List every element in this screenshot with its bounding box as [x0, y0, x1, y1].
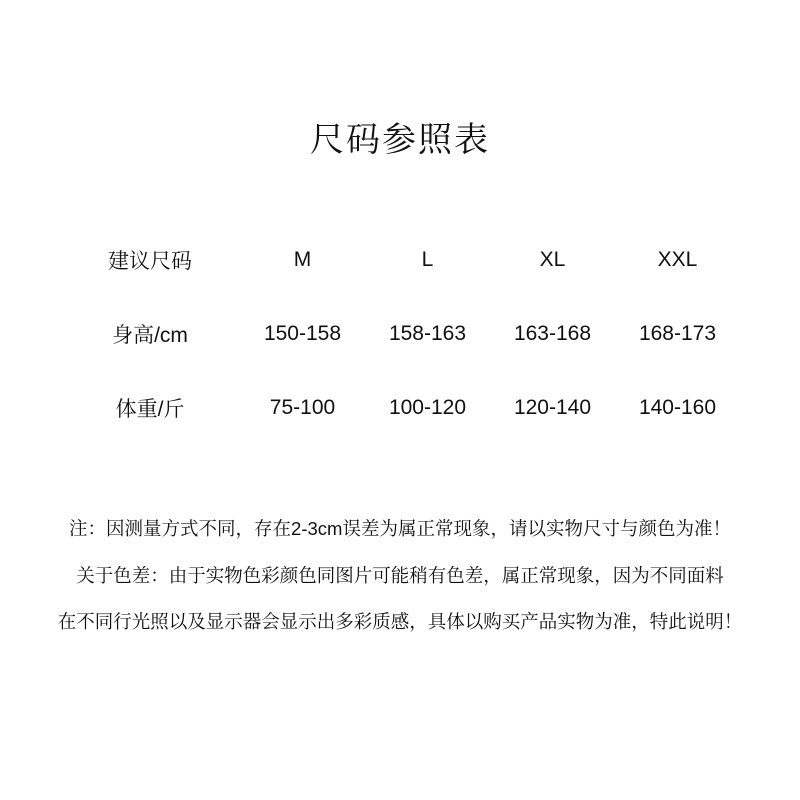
row-header-recommended-size: 建议尺码 — [108, 249, 192, 273]
cell-size-xl: XL — [539, 247, 566, 271]
cell-weight-l: 100-120 — [388, 395, 467, 419]
table-row — [60, 297, 740, 371]
cell-weight-xl: 120-140 — [513, 395, 592, 419]
row-header-height: 身高/cm — [112, 323, 188, 347]
table-row — [60, 371, 740, 445]
table-row — [60, 223, 740, 297]
note-measurement: 注：因测量方式不同，存在2-3cm误差为属正常现象，请以实物尺寸与颜色为准！ — [69, 518, 731, 539]
cell-weight-m: 75-100 — [269, 395, 336, 419]
notes-section — [0, 520, 800, 632]
note-color-difference-continued: 在不同行光照以及显示器会显示出多彩质感，具体以购买产品实物为准，特此说明！ — [57, 611, 743, 632]
cell-size-m: M — [293, 247, 312, 271]
cell-height-xl: 163-168 — [513, 321, 592, 345]
cell-size-l: L — [421, 247, 434, 271]
size-chart-table — [60, 223, 740, 445]
note-color-difference: 关于色差：由于实物色彩颜色同图片可能稍有色差，属正常现象，因为不同面料 — [76, 564, 724, 586]
page-title: 尺码参照表 — [310, 121, 490, 159]
row-header-weight: 体重/斤 — [115, 397, 185, 421]
cell-weight-xxl: 140-160 — [638, 395, 717, 419]
cell-height-m: 150-158 — [263, 321, 342, 345]
cell-height-l: 158-163 — [388, 321, 467, 345]
cell-height-xxl: 168-173 — [638, 321, 717, 345]
cell-size-xxl: XXL — [657, 247, 698, 271]
